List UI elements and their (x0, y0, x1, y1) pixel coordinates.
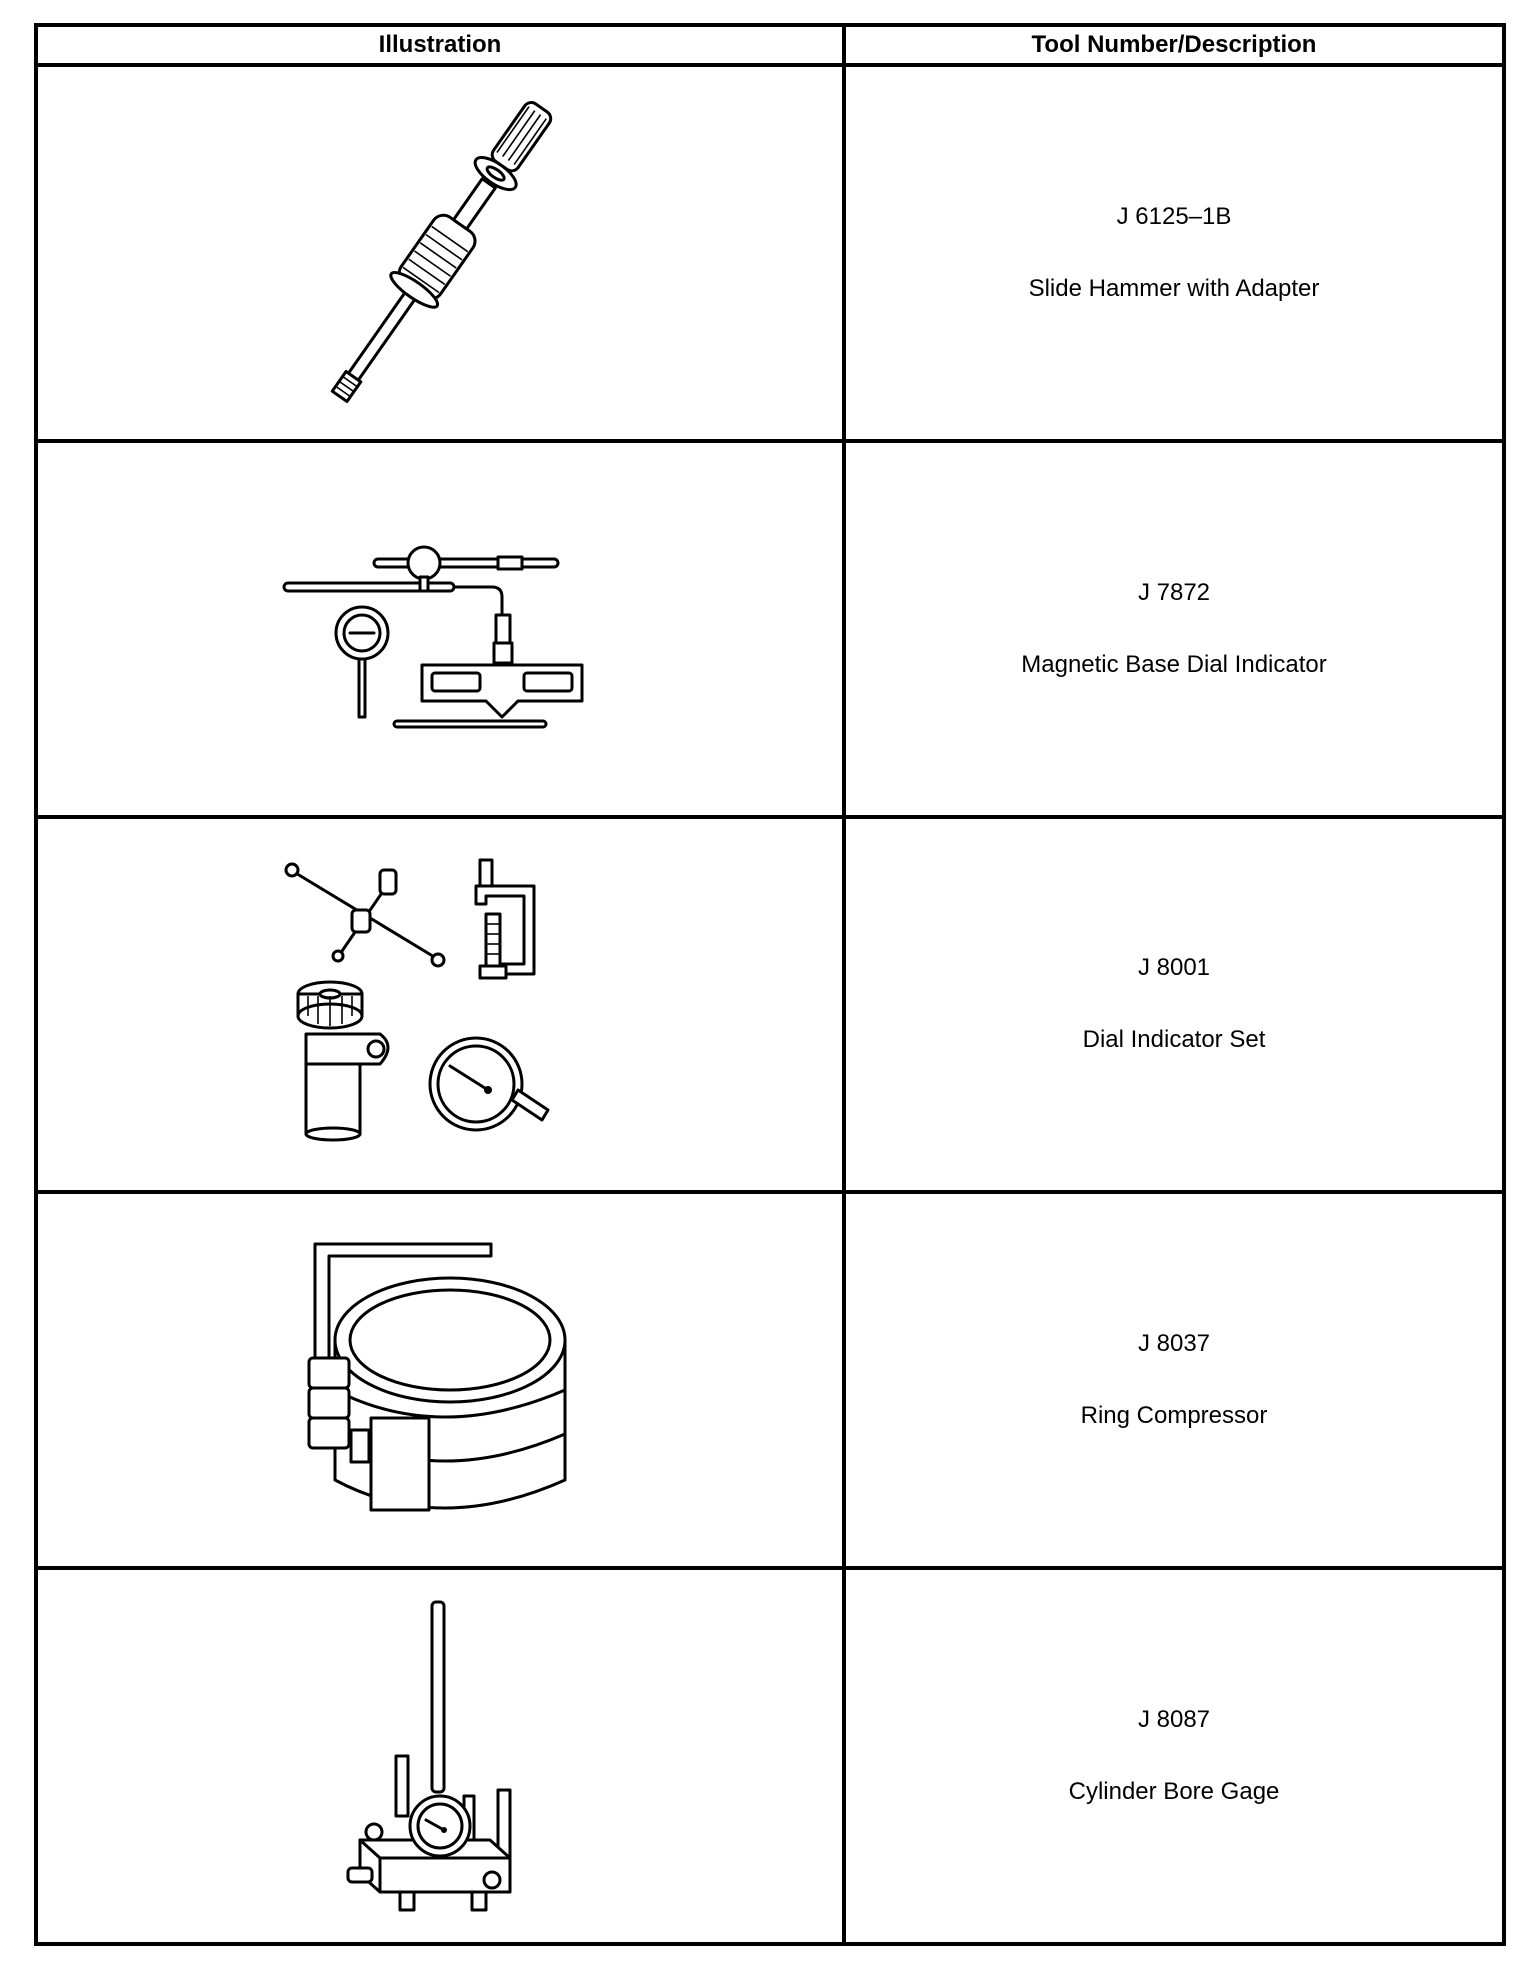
table-header-row (36, 25, 1504, 65)
table-row (36, 1568, 1504, 1944)
illustration-cell (36, 441, 844, 817)
tool-column-header: Tool Number/Description (844, 25, 1504, 65)
tool-number: J 8037 (1137, 1330, 1211, 1358)
illustration-column-header: Illustration (36, 25, 844, 65)
tool-description: Ring Compressor (1080, 1402, 1268, 1430)
tool-cell (844, 441, 1504, 817)
tool-cell (844, 65, 1504, 441)
dial-indicator-set-icon (280, 854, 600, 1154)
tool-number: J 6125–1B (1116, 202, 1232, 230)
tool-number: J 8001 (1137, 954, 1211, 982)
illustration-cell (36, 817, 844, 1193)
slide-hammer-icon (275, 88, 605, 418)
ring-compressor-icon (295, 1230, 585, 1530)
tool-description: Cylinder Bore Gage (1068, 1778, 1280, 1806)
illustration-cell (36, 65, 844, 441)
essential-tools-table (34, 23, 1506, 1946)
illustration-cell (36, 1192, 844, 1568)
table-row (36, 817, 1504, 1193)
table-row (36, 441, 1504, 817)
tool-description: Slide Hammer with Adapter (1028, 274, 1320, 302)
tool-cell (844, 1568, 1504, 1944)
tool-description: Magnetic Base Dial Indicator (1021, 650, 1327, 678)
table-row (36, 65, 1504, 441)
tool-number: J 7872 (1137, 578, 1211, 606)
cylinder-bore-gage-icon (340, 1596, 540, 1916)
tool-description: Dial Indicator Set (1082, 1026, 1266, 1054)
table-row (36, 1192, 1504, 1568)
tool-cell (844, 1192, 1504, 1568)
magnetic-base-dial-indicator-icon (280, 529, 600, 729)
tool-cell (844, 817, 1504, 1193)
tool-number: J 8087 (1137, 1706, 1211, 1734)
illustration-cell (36, 1568, 844, 1944)
